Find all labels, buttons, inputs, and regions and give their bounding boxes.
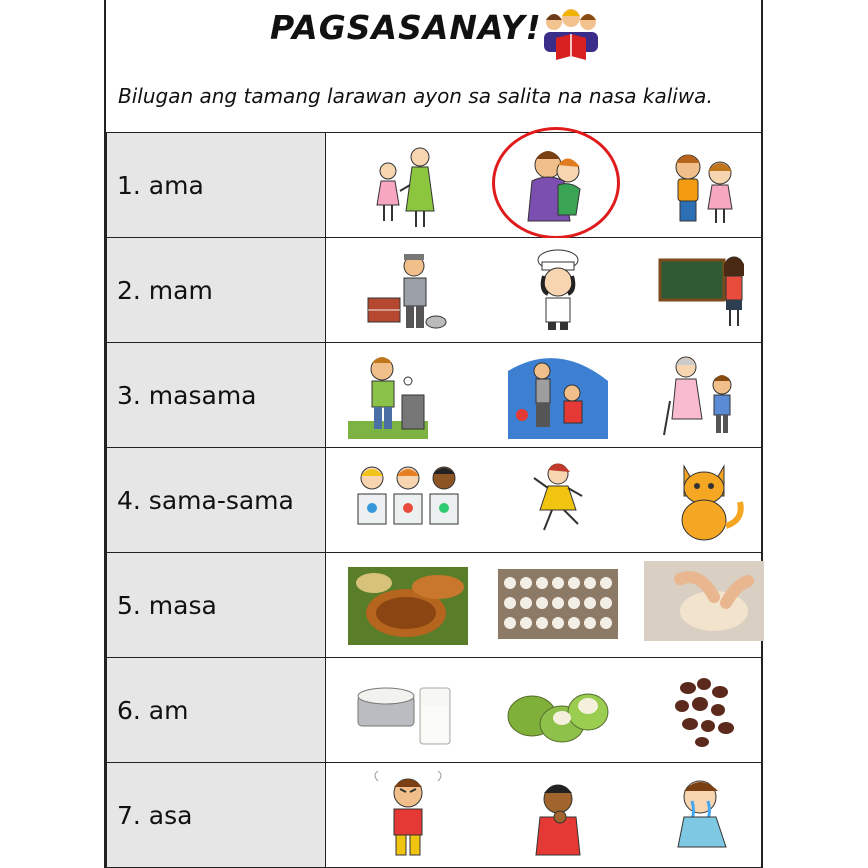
word-label: 1. ama bbox=[107, 133, 326, 238]
fried-fritters-photo[interactable] bbox=[348, 561, 468, 649]
egg-trays-photo[interactable] bbox=[498, 561, 618, 649]
table-row bbox=[107, 763, 762, 868]
answer-circle bbox=[492, 127, 620, 239]
picture-choices bbox=[325, 343, 761, 448]
crying-girl-icon[interactable] bbox=[644, 771, 764, 859]
girl-dancing-icon[interactable] bbox=[498, 456, 618, 544]
picture-choices bbox=[325, 553, 761, 658]
page-title: PAGSASANAY! bbox=[270, 8, 542, 47]
word-label: 3. masama bbox=[107, 343, 326, 448]
exercise-table bbox=[106, 132, 762, 868]
teacher-at-blackboard-icon[interactable] bbox=[644, 246, 764, 334]
table-row bbox=[107, 448, 762, 553]
table-row bbox=[107, 343, 762, 448]
table-row bbox=[107, 658, 762, 763]
chef-girl-icon[interactable] bbox=[498, 246, 618, 334]
word-label: 2. mam bbox=[107, 238, 326, 343]
three-kids-drawings-icon[interactable] bbox=[348, 456, 468, 544]
thinking-boy-icon[interactable] bbox=[498, 771, 618, 859]
picture-choices bbox=[325, 448, 761, 553]
boy-and-girl-icon[interactable] bbox=[644, 141, 764, 229]
kneading-dough-photo[interactable] bbox=[644, 561, 764, 649]
table-row bbox=[107, 133, 762, 238]
word-label: 4. sama-sama bbox=[107, 448, 326, 553]
instruction-text: Bilugan ang tamang larawan ayon sa salita na nasa kaliwa. bbox=[118, 84, 713, 108]
orange-cat-icon[interactable] bbox=[644, 456, 764, 544]
rice-water-glass-photo[interactable] bbox=[348, 666, 468, 754]
table-row bbox=[107, 238, 762, 343]
word-label: 5. masa bbox=[107, 553, 326, 658]
picture-choices bbox=[325, 238, 761, 343]
raisins-photo[interactable] bbox=[644, 666, 764, 754]
picture-choices bbox=[325, 763, 761, 868]
picture-choices bbox=[325, 658, 761, 763]
young-coconuts-photo[interactable] bbox=[498, 666, 618, 754]
word-label: 7. asa bbox=[107, 763, 326, 868]
angry-boy-icon[interactable] bbox=[348, 771, 468, 859]
table-row bbox=[107, 553, 762, 658]
girl-and-mother-icon[interactable] bbox=[348, 141, 468, 229]
child-helping-elder-icon[interactable] bbox=[644, 351, 764, 439]
bully-scene-icon[interactable] bbox=[498, 351, 618, 439]
kids-reading-icon bbox=[536, 4, 606, 64]
mason-worker-icon[interactable] bbox=[348, 246, 468, 334]
picture-choices bbox=[325, 133, 761, 238]
boy-throwing-trash-icon[interactable] bbox=[348, 351, 468, 439]
word-label: 6. am bbox=[107, 658, 326, 763]
